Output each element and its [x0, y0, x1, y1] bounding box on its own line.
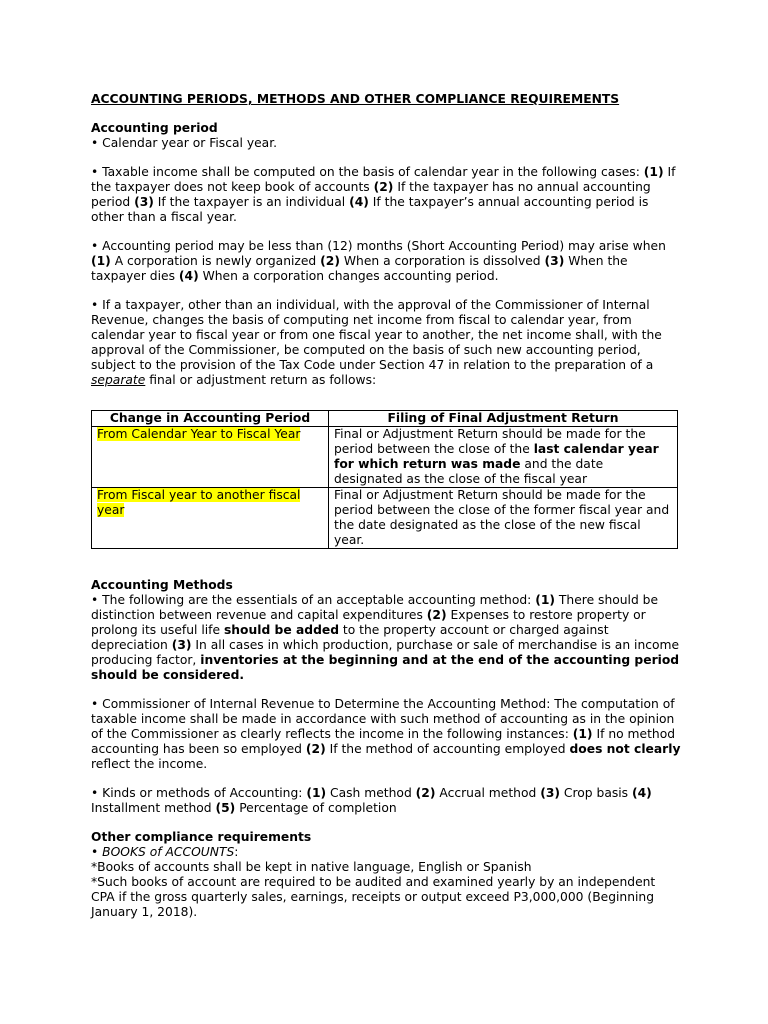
text: A corporation is newly organized — [110, 254, 321, 268]
number-label: (2) — [305, 742, 326, 756]
number-label: (4) — [349, 195, 369, 209]
bullet: • — [91, 845, 103, 859]
text: • Kinds or methods of Accounting: — [91, 786, 307, 800]
text: If the taxpayer does not keep book of accounts — [91, 165, 676, 194]
period-paragraph-change-basis — [91, 298, 681, 388]
number-label: (1) — [91, 254, 111, 268]
document-page — [91, 92, 681, 920]
books-of-accounts-label: BOOKS of ACCOUNTS — [102, 845, 235, 859]
period-bullet-1: • Calendar year or Fiscal year. — [91, 136, 278, 150]
number-label: (3) — [171, 638, 192, 652]
section-accounting-period — [91, 121, 681, 388]
bold-text: inventories at the beginning and at the end of the accounting period should be considered. — [91, 653, 680, 682]
highlighted-text: From Fiscal year to another fiscal year — [97, 488, 301, 517]
text: If the taxpayer is an individual — [153, 195, 350, 209]
section-other-compliance — [91, 830, 681, 920]
compliance-line-1: *Books of accounts shall be kept in native language, English or Spanish — [91, 860, 532, 874]
text: : — [234, 845, 239, 859]
column-header-change: Change in Accounting Period — [92, 411, 329, 427]
text: There should be distinction between revenue and capital expenditures — [91, 593, 659, 622]
text: • Accounting period may be less than (12) months (Short Accounting Period) may arise when — [91, 239, 666, 253]
text: In all cases in which production, purchase or sale of merchandise is an income producing factor, — [91, 638, 680, 667]
text: • The following are the essentials of an acceptable accounting method: — [91, 593, 536, 607]
number-label: (1) — [535, 593, 555, 607]
text-final: final — [149, 373, 176, 387]
section-heading-other-compliance: Other compliance requirements — [91, 830, 312, 844]
number-label: (1) — [572, 727, 593, 741]
text: If the method of accounting employed — [325, 742, 570, 756]
number-label: (1) — [643, 165, 664, 179]
text: reflect the income. — [91, 757, 208, 771]
period-paragraph-calendar-cases — [91, 165, 681, 225]
bold-text: should be added — [223, 623, 340, 637]
section-heading-accounting-methods: Accounting Methods — [91, 578, 233, 592]
number-label: (1) — [306, 786, 327, 800]
number-label: (2) — [320, 254, 340, 268]
methods-paragraph-essentials — [91, 593, 681, 683]
text: If the taxpayer’s annual accounting period is other than a fiscal year. — [91, 195, 649, 224]
period-paragraph-short-period — [91, 239, 681, 284]
table-header-row — [92, 411, 678, 427]
text: Crop basis — [560, 786, 632, 800]
text: When the taxpayer dies — [91, 254, 628, 283]
text: Installment method — [91, 801, 216, 815]
emphasis-separate: separate — [91, 373, 146, 387]
section-accounting-methods — [91, 578, 681, 816]
compliance-line-2: *Such books of account are required to be audited and examined yearly by an independent CPA if the gross quarterly sales, earnings, receipts or output exceed P3,000,000 (Beginning January 1, 2018). — [91, 875, 656, 919]
text: When a corporation changes accounting period. — [198, 269, 499, 283]
text: • If a taxpayer, other than an individual, with the approval of the Commissioner of Internal Revenue, changes the basis of computing net income from fiscal to calendar year, from calendar year to fiscal year or from one fiscal year to another, the net income shall, with the approval of the Commissioner, be computed on the basis of such new accounting period, subject to the provision of the Tax Code under Section 47 in relation to the preparation of a — [91, 298, 662, 372]
accounting-period-change-table — [91, 410, 678, 549]
number-label: (2) — [426, 608, 447, 622]
bold-text: last calendar year for which return was made — [334, 442, 659, 471]
table-cell-change — [92, 488, 329, 549]
document-title: ACCOUNTING PERIODS, METHODS AND OTHER COMPLIANCE REQUIREMENTS — [91, 92, 620, 106]
books-of-accounts-bullet — [91, 845, 681, 860]
number-label: (4) — [178, 269, 199, 283]
number-label: (4) — [632, 786, 652, 800]
bold-text: does not clearly — [569, 742, 681, 756]
text: • Commissioner of Internal Revenue to Determine the Accounting Method: The computation of taxable income shall be made in accordance with such method of accounting as in the opinion of the Commissioner as clearly reflects the income in the following instances: — [91, 697, 675, 741]
text: If the taxpayer has no annual accounting period — [91, 180, 651, 209]
text: Percentage of completion — [235, 801, 397, 815]
table-cell-filing — [329, 427, 678, 488]
text: When a corporation is dissolved — [339, 254, 545, 268]
text: or adjustment return as follows: — [175, 373, 377, 387]
methods-paragraph-commissioner — [91, 697, 681, 772]
text: If no method accounting has been so employed — [91, 727, 676, 756]
text: to the property account or charged against depreciation — [91, 623, 609, 652]
table-row — [92, 488, 678, 549]
number-label: (3) — [134, 195, 154, 209]
text: Cash method — [326, 786, 416, 800]
table-cell-change — [92, 427, 329, 488]
number-label: (3) — [540, 786, 560, 800]
number-label: (3) — [544, 254, 565, 268]
number-label: (2) — [415, 786, 436, 800]
text: Accrual method — [435, 786, 541, 800]
column-header-filing: Filing of Final Adjustment Return — [329, 411, 678, 427]
methods-paragraph-kinds — [91, 786, 681, 816]
text: and the date designated as the close of the fiscal year — [334, 457, 604, 486]
table-cell-filing: Final or Adjustment Return should be made for the period between the close of the former fiscal year and the date designated as the close of the new fiscal year. — [329, 488, 678, 549]
table-row — [92, 427, 678, 488]
text: • Taxable income shall be computed on the basis of calendar year in the following cases: — [91, 165, 644, 179]
number-label: (5) — [215, 801, 236, 815]
text: Expenses to restore property or prolong its useful life — [91, 608, 646, 637]
section-heading-accounting-period: Accounting period — [91, 121, 218, 135]
number-label: (2) — [373, 180, 394, 194]
text: Final or Adjustment Return should be made for the period between the close of the — [334, 427, 646, 456]
highlighted-text: From Calendar Year to Fiscal Year — [97, 427, 301, 441]
